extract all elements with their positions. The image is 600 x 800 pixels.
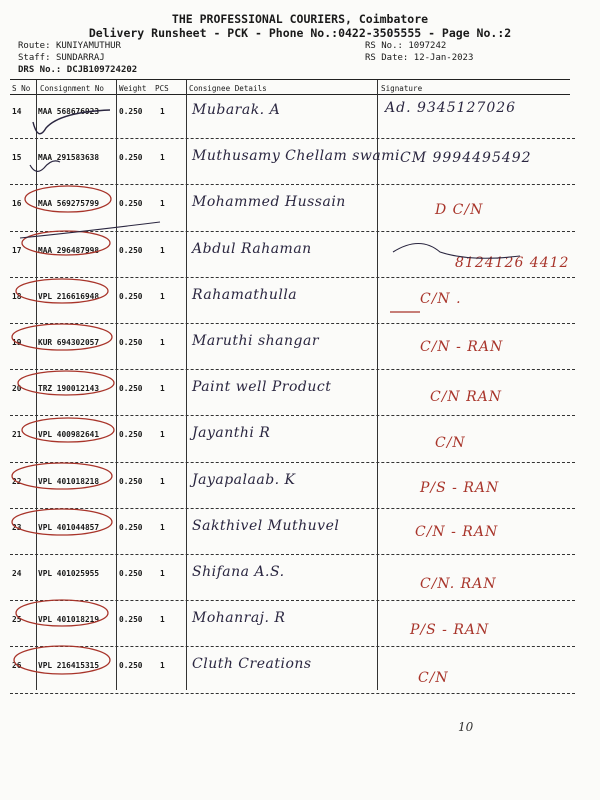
row-pcs: 1 [160, 661, 165, 671]
row-consignee-handwritten: Jayanthi R [192, 425, 271, 442]
col-header-pcs: PCS [155, 84, 169, 93]
row-sno: 22 [12, 476, 22, 486]
table-row [0, 604, 600, 652]
row-pcs: 1 [160, 522, 165, 532]
row-divider [10, 277, 575, 278]
row-sno: 25 [12, 615, 22, 625]
table-row [0, 327, 600, 375]
table-row [0, 373, 600, 421]
row-signature-handwritten: C/N [435, 435, 466, 452]
col-header-signature: Signature [381, 84, 423, 93]
row-weight: 0.250 [119, 338, 143, 347]
row-sno: 24 [12, 569, 22, 578]
table-row [0, 650, 600, 698]
rs-date-value: 12-Jan-2023 [413, 53, 474, 63]
row-pcs: 1 [160, 291, 165, 301]
row-divider [10, 138, 575, 139]
row-pcs: 1 [160, 245, 165, 255]
row-signature-handwritten: CM 9994495492 [400, 150, 532, 167]
page-count-note: 10 [458, 720, 474, 734]
row-divider [10, 323, 575, 324]
row-consignment-no: MAA 568676923 [38, 107, 100, 116]
row-consignee-handwritten: Mohammed Hussain [192, 194, 346, 211]
row-consignment-no: MAA 291583638 [38, 153, 100, 163]
row-consignment-no: VPL 401018218 [38, 476, 100, 486]
row-sno: 23 [12, 522, 22, 532]
row-sno: 21 [12, 430, 22, 440]
staff-line [18, 53, 105, 63]
row-consignee-handwritten: Abdul Rahaman [192, 240, 312, 257]
table-row [0, 466, 600, 514]
staff-label: Staff: [18, 53, 51, 63]
row-weight: 0.250 [119, 291, 143, 301]
row-weight: 0.250 [119, 245, 143, 255]
row-signature-handwritten: C/N . [420, 290, 462, 307]
table-row [0, 419, 600, 467]
row-signature-handwritten: C/N [418, 670, 449, 687]
rs-no-value: 1097242 [408, 41, 447, 51]
row-consignment-no: VPL 401044857 [38, 522, 100, 532]
row-sno: 26 [12, 661, 22, 671]
col-header-weight: Weight [119, 84, 147, 93]
drs-label: DRS No.: [18, 65, 62, 75]
route-label: Route: [18, 41, 51, 51]
row-divider [10, 508, 575, 509]
row-consignee-handwritten: Shifana A.S. [192, 564, 285, 580]
row-pcs: 1 [160, 384, 165, 394]
row-signature-handwritten: D C/N [435, 202, 484, 219]
row-consignment-no: VPL 401018219 [38, 615, 100, 625]
row-consignment-no: MAA 296487998 [38, 245, 100, 255]
row-divider [10, 415, 575, 416]
row-pcs: 1 [160, 430, 165, 440]
row-signature-handwritten: 8124126 4412 [455, 254, 570, 271]
row-signature-handwritten: Ad. 9345127026 [385, 100, 517, 116]
rs-date-line [365, 53, 473, 63]
col-header-consignment: Consignment No [40, 84, 105, 93]
row-pcs: 1 [160, 199, 165, 209]
row-consignee-handwritten: Muthusamy Chellam swami [192, 148, 400, 165]
staff-value: SUNDARRAJ [55, 53, 105, 63]
row-pcs: 1 [160, 615, 165, 625]
row-divider [10, 693, 575, 694]
row-weight: 0.250 [119, 384, 143, 394]
row-consignment-no: VPL 216616948 [38, 291, 100, 301]
row-pcs: 1 [160, 569, 165, 578]
drs-line [18, 65, 137, 75]
row-signature-handwritten: P/S - RAN [410, 622, 490, 639]
row-pcs: 1 [160, 107, 165, 116]
table-row [0, 188, 600, 236]
row-divider [10, 554, 575, 555]
row-weight: 0.250 [119, 522, 143, 532]
col-header-sno: S No [12, 84, 31, 93]
row-signature-handwritten: C/N RAN [430, 389, 503, 406]
row-consignment-no: VPL 400982641 [38, 430, 100, 440]
row-weight: 0.250 [119, 199, 143, 209]
row-sno: 16 [12, 199, 22, 209]
route-line [18, 41, 121, 51]
row-consignment-no: KUR 694302057 [38, 338, 100, 347]
table-row [0, 558, 600, 606]
table-row [0, 96, 600, 144]
row-divider [10, 231, 575, 232]
row-pcs: 1 [160, 476, 165, 486]
row-consignment-no: TRZ 190012143 [38, 384, 100, 394]
row-signature-handwritten: C/N. RAN [420, 576, 497, 592]
row-sno: 15 [12, 153, 22, 163]
row-sno: 20 [12, 384, 22, 394]
row-consignee-handwritten: Rahamathulla [192, 286, 298, 303]
row-signature-handwritten: C/N - RAN [420, 339, 504, 355]
row-consignee-handwritten: Jayapalaab. K [192, 471, 296, 488]
drs-value: DCJB109724202 [66, 65, 138, 75]
row-pcs: 1 [160, 153, 165, 163]
row-sno: 14 [12, 107, 22, 116]
row-sno: 19 [12, 338, 22, 347]
row-weight: 0.250 [119, 430, 143, 440]
row-weight: 0.250 [119, 107, 143, 116]
row-consignee-handwritten: Cluth Creations [192, 656, 312, 673]
table-row [0, 142, 600, 190]
row-divider [10, 600, 575, 601]
table-row [0, 281, 600, 329]
row-consignee-handwritten: Sakthivel Muthuvel [192, 517, 340, 534]
row-weight: 0.250 [119, 569, 143, 578]
row-divider [10, 184, 575, 185]
row-divider [10, 646, 575, 647]
row-consignment-no: MAA 569275799 [38, 199, 100, 209]
row-consignment-no: VPL 216415315 [38, 661, 100, 671]
col-header-consignee: Consignee Details [189, 84, 267, 93]
row-weight: 0.250 [119, 476, 143, 486]
row-consignee-handwritten: Paint well Product [192, 379, 332, 396]
row-consignee-handwritten: Mubarak. A [192, 102, 281, 118]
row-consignee-handwritten: Maruthi shangar [192, 333, 320, 349]
runsheet-subtitle: Delivery Runsheet - PCK - Phone No.:0422-3505555 - Page No.:2 [88, 26, 512, 40]
row-weight: 0.250 [119, 153, 143, 163]
header-rule-bottom [10, 94, 570, 95]
rs-date-label: RS Date: [365, 53, 409, 63]
row-divider [10, 462, 575, 463]
row-signature-handwritten: C/N - RAN [415, 523, 499, 540]
row-sno: 18 [12, 291, 22, 301]
rs-no-label: RS No.: [365, 41, 403, 51]
route-value: KUNIYAMUTHUR [55, 41, 121, 51]
row-weight: 0.250 [119, 661, 143, 671]
row-divider [10, 369, 575, 370]
rs-no-line [365, 41, 446, 51]
table-row [0, 512, 600, 560]
row-signature-handwritten: P/S - RAN [420, 479, 500, 496]
company-title: THE PROFESSIONAL COURIERS, Coimbatore [171, 12, 429, 26]
table-row [0, 235, 600, 283]
row-consignment-no: VPL 401025955 [38, 569, 100, 578]
row-consignee-handwritten: Mohanraj. R [192, 610, 286, 627]
row-pcs: 1 [160, 338, 165, 347]
row-weight: 0.250 [119, 615, 143, 625]
header-rule-top [10, 79, 570, 80]
row-sno: 17 [12, 245, 22, 255]
